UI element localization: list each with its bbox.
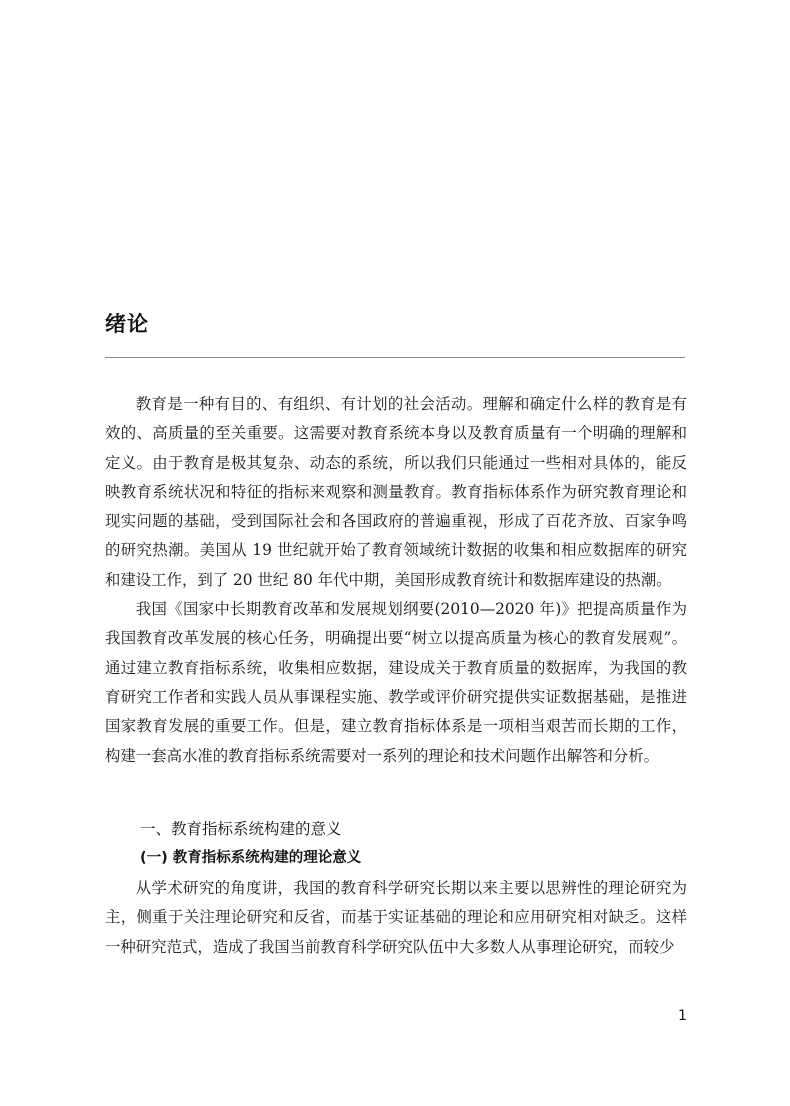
subsection-heading: (一) 教育指标系统构建的理论意义 — [140, 850, 362, 866]
title-divider — [105, 357, 685, 358]
subsection-body — [105, 874, 687, 962]
section-heading: 一、教育指标系统构建的意义 — [140, 820, 342, 838]
page-number: 1 — [678, 1008, 687, 1024]
intro-paragraph-2: 我国《国家中长期教育改革和发展规划纲要(2010—2020 年)》把提高质量作为我国教育改革发展的核心任务，明确提出要“树立以提高质量为核心的教育发展观”。通过建立教育指标系统，收集相应数据，建设成关于教育质量的数据库，为我国的教育研究工作者和实践人员从事课程实施、教学或评价研究提供实证数据基础，是推进国家教育发展的重要工作。但是，建立教育指标体系是一项相当艰苦而长期的工作，构建一套高水准的教育指标系统需要对一系列的理论和技术问题作出解答和分析。 — [105, 600, 687, 765]
intro-paragraph-1: 教育是一种有目的、有组织、有计划的社会活动。理解和确定什么样的教育是有效的、高质量的至关重要。这需要对教育系统本身以及教育质量有一个明确的理解和定义。由于教育是极其复杂、动态的系统，所以我们只能通过一些相对具体的，能反映教育系统状况和特征的指标来观察和测量教育。教育指标体系作为研究教育理论和现实问题的基础，受到国际社会和各国政府的普遍重视，形成了百花齐放、百家争鸣的研究热潮。美国从 19 世纪就开始了教育领域统计数据的收集和相应数据库的研究和建设工作，到了 20 世纪 80 年代中期，美国形成教育统计和数据库建设的热潮。 — [105, 395, 687, 589]
subsection-paragraph: 从学术研究的角度讲，我国的教育科学研究长期以来主要以思辨性的理论研究为主，侧重于关注理论研究和反省，而基于实证基础的理论和应用研究相对缺乏。这样一种研究范式，造成了我国当前教育科学研究队伍中大多数人从事理论研究，而较少 — [105, 879, 687, 956]
chapter-title: 绪论 — [105, 312, 149, 336]
intro-body — [105, 390, 687, 771]
